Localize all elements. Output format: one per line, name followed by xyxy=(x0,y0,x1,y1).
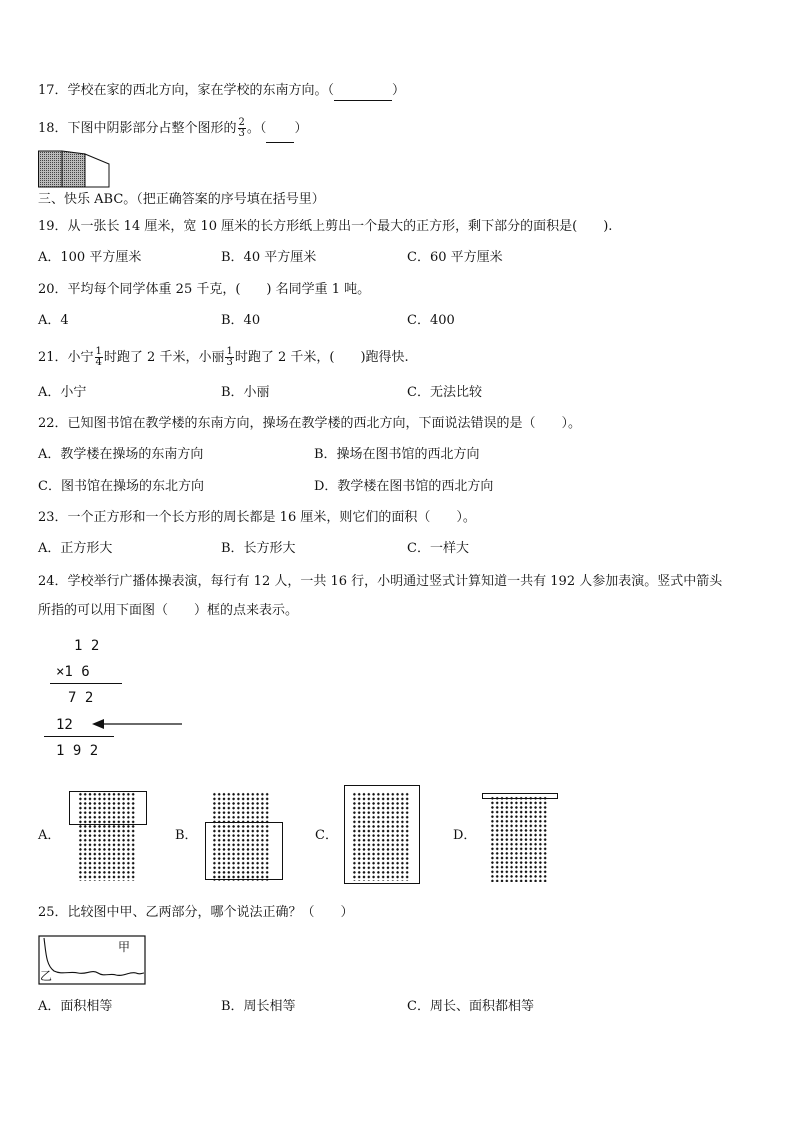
q25-figure xyxy=(38,935,148,987)
question-19: 19．从一张长 14 厘米，宽 10 厘米的长方形纸上剪出一个最大的正方形，剩下部分的面积是( ). xyxy=(38,219,613,234)
q18-suffix: 。（ xyxy=(246,121,267,136)
q20-option-a[interactable]: A．4 xyxy=(38,313,69,328)
q21-text-2: 时跑了 2 千米，小丽 xyxy=(103,350,225,365)
q18-text: 18．下图中阴影部分占整个图形的 xyxy=(38,121,237,136)
q24-option-b-frame[interactable] xyxy=(205,822,283,880)
question-18 xyxy=(38,116,307,143)
q21-fraction-2 xyxy=(225,347,233,368)
q18-frac-num: 2 xyxy=(238,117,245,128)
q21-option-c[interactable]: C．无法比较 xyxy=(407,385,482,400)
question-22: 22．已知图书馆在教学楼的东南方向，操场在教学楼的西北方向，下面说法错误的是（ ）。 xyxy=(38,416,582,431)
q21-frac2-den: 3 xyxy=(226,357,233,368)
calc-row-4: 12 xyxy=(56,717,73,733)
q22-option-c[interactable]: C．图书馆在操场的东北方向 xyxy=(38,479,204,494)
calc-row-3: 7 2 xyxy=(68,690,94,706)
question-20: 20．平均每个同学体重 25 千克，( ) 名同学重 1 吨。 xyxy=(38,282,371,297)
q25-option-c[interactable]: C．周长、面积都相等 xyxy=(407,999,534,1014)
arrow-icon xyxy=(90,716,184,732)
q21-option-b[interactable]: B．小丽 xyxy=(221,385,270,400)
question-17 xyxy=(38,82,405,101)
q21-option-a[interactable]: A．小宁 xyxy=(38,385,87,400)
q23-option-a[interactable]: A．正方形大 xyxy=(38,541,113,556)
q22-option-d[interactable]: D．教学楼在图书馆的西北方向 xyxy=(314,479,494,494)
q22-option-a[interactable]: A．教学楼在操场的东南方向 xyxy=(38,447,204,462)
q23-option-b[interactable]: B．长方形大 xyxy=(221,541,296,556)
q25-option-b[interactable]: B．周长相等 xyxy=(221,999,296,1014)
q24-option-d-frame[interactable] xyxy=(482,793,558,799)
q21-frac1-den: 4 xyxy=(95,357,102,368)
q24-option-c-label[interactable]: C． xyxy=(315,828,338,843)
q18-shaded-figure xyxy=(38,150,112,188)
question-23: 23．一个正方形和一个长方形的周长都是 16 厘米，则它们的面积（ ）。 xyxy=(38,510,476,525)
q22-option-b[interactable]: B．操场在图书馆的西北方向 xyxy=(314,447,480,462)
q17-answer-blank[interactable] xyxy=(334,82,392,101)
q21-frac1-num: 1 xyxy=(95,346,102,357)
q18-answer-blank[interactable] xyxy=(266,116,294,143)
q17-text: 17．学校在家的西北方向，家在学校的东南方向。（ xyxy=(38,83,335,98)
q24-option-b-label[interactable]: B． xyxy=(175,828,198,843)
q21-fraction-1 xyxy=(95,347,103,368)
calc-row-2: ×1 6 xyxy=(56,664,90,680)
q24-option-d-label[interactable]: D． xyxy=(453,828,477,843)
section-3-title: 三、快乐 ABC。（把正确答案的序号填在括号里） xyxy=(38,192,325,207)
q21-frac2-num: 1 xyxy=(226,346,233,357)
q25-label-yi: 乙 xyxy=(40,969,53,983)
q17-suffix: ） xyxy=(392,83,406,98)
q18-fraction xyxy=(238,118,246,139)
calc-line-2 xyxy=(44,736,114,737)
q20-option-b[interactable]: B．40 xyxy=(221,313,261,328)
q21-text-3: 时跑了 2 千米，( )跑得快. xyxy=(234,350,409,365)
q19-option-b[interactable]: B．40 平方厘米 xyxy=(221,250,317,265)
q25-option-a[interactable]: A．面积相等 xyxy=(38,999,113,1014)
q19-option-c[interactable]: C．60 平方厘米 xyxy=(407,250,503,265)
question-24-line-1: 24．学校举行广播体操表演，每行有 12 人，一共 16 行，小明通过竖式计算知道一共有 192 人参加表演。竖式中箭头 xyxy=(38,574,723,589)
q18-frac-den: 3 xyxy=(238,128,245,139)
calc-row-1: 1 2 xyxy=(74,638,100,654)
q18-close: ） xyxy=(294,121,308,136)
q25-label-jia: 甲 xyxy=(118,940,131,954)
question-25: 25．比较图中甲、乙两部分，哪个说法正确？（ ） xyxy=(38,905,354,920)
q21-text-1: 21．小宁 xyxy=(38,350,94,365)
q24-option-a-label[interactable]: A． xyxy=(38,828,61,843)
q24-option-a-frame[interactable] xyxy=(69,791,147,825)
question-24-line-2: 所指的可以用下面图（ ）框的点来表示。 xyxy=(38,603,299,618)
calc-row-5: 1 9 2 xyxy=(56,743,99,759)
q20-option-c[interactable]: C．400 xyxy=(407,313,455,328)
question-21 xyxy=(38,344,409,372)
q24-option-c-frame[interactable] xyxy=(344,785,420,884)
q24-option-d-dots xyxy=(490,796,548,882)
q19-option-a[interactable]: A．100 平方厘米 xyxy=(38,250,142,265)
calc-line-1 xyxy=(50,683,122,684)
q23-option-c[interactable]: C．一样大 xyxy=(407,541,469,556)
